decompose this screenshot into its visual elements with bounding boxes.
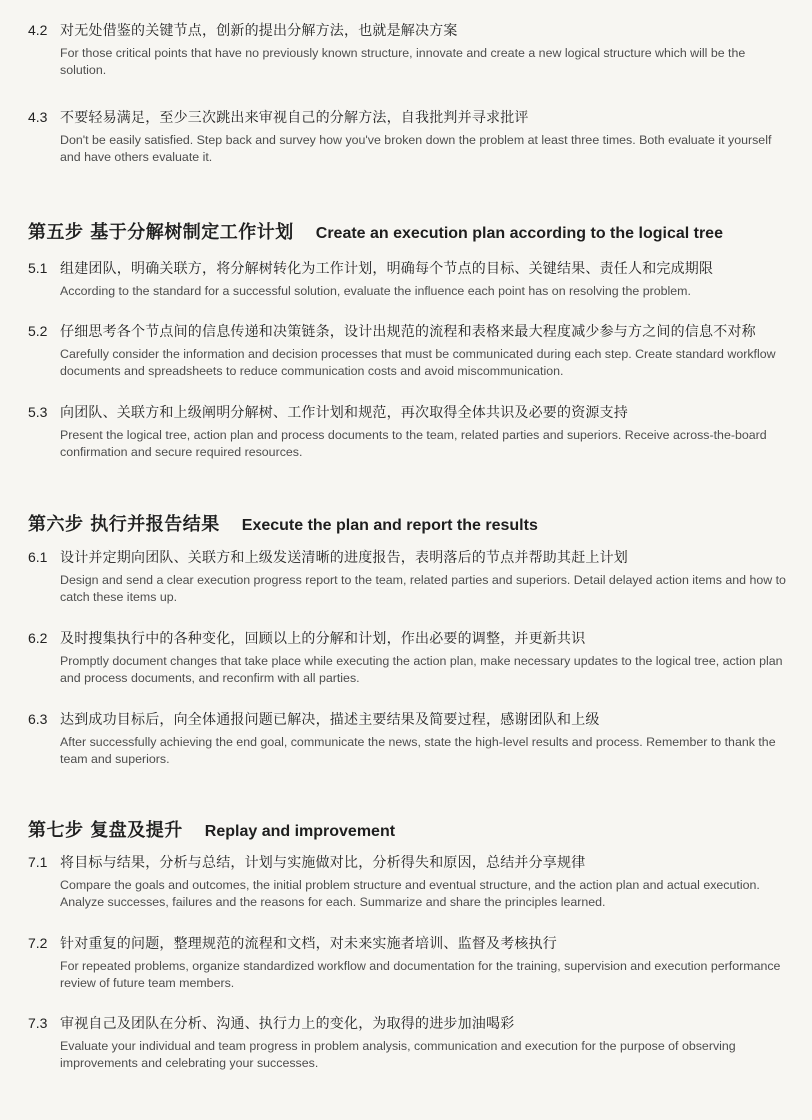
item-chinese-text: 达到成功目标后，向全体通报问题已解决，描述主要结果及简要过程，感谢团队和上级 (60, 711, 600, 727)
item-number: 7.3 (28, 1015, 48, 1031)
item-english-text: Promptly document changes that take place while executing the action plan, make necessary updates to the logical tree, action plan and process documents, and reconfirm with all parties. (60, 654, 783, 685)
item-number: 7.1 (28, 854, 48, 870)
step-6-heading (28, 510, 538, 536)
list-item-7-3 (28, 1013, 788, 1071)
list-item-6-1 (28, 547, 788, 605)
list-item-7-1 (28, 852, 788, 910)
item-english-text: Present the logical tree, action plan and process documents to the team, related parties and superiors. Receive across-the-board confirmation and secure required resources. (60, 428, 767, 459)
list-item-4-3 (28, 107, 788, 165)
item-number: 6.2 (28, 630, 48, 646)
step-heading-chinese: 第七步 复盘及提升 (28, 820, 183, 841)
item-english-text: For those critical points that have no previously known structure, innovate and create a new logical structure which will be the solution. (60, 46, 746, 77)
item-chinese-text: 向团队、关联方和上级阐明分解树、工作计划和规范，再次取得全体共识及必要的资源支持 (60, 404, 628, 420)
item-number: 5.3 (28, 404, 48, 420)
item-english-text: Evaluate your individual and team progress in problem analysis, communication and execution for the purpose of observing improvements and celebrating your successes. (60, 1039, 736, 1070)
item-english-text: Compare the goals and outcomes, the initial problem structure and eventual structure, and the action plan and actual execution. Analyze successes, failures and the reasons for each. Summarize and share the principles learned. (60, 878, 760, 909)
item-number: 5.1 (28, 260, 48, 276)
item-english-text: After successfully achieving the end goal, communicate the news, state the high-level results and process. Remember to thank the team and superiors. (60, 735, 776, 766)
item-english-text: According to the standard for a successful solution, evaluate the influence each point has on resolving the problem. (60, 284, 691, 298)
item-number: 7.2 (28, 935, 48, 951)
list-item-5-2 (28, 321, 788, 379)
item-number: 6.3 (28, 711, 48, 727)
list-item-5-3 (28, 402, 788, 460)
item-english-text: Don't be easily satisfied. Step back and survey how you've broken down the problem at least three times. Both evaluate it yourself and have others evaluate it. (60, 133, 772, 164)
item-chinese-text: 不要轻易满足，至少三次跳出来审视自己的分解方法，自我批判并寻求批评 (60, 109, 529, 125)
step-heading-english: Execute the plan and report the results (241, 517, 538, 534)
item-chinese-text: 针对重复的问题，整理规范的流程和文档，对未来实施者培训、监督及考核执行 (60, 935, 557, 951)
step-5-heading (28, 218, 723, 244)
step-heading-chinese: 第五步 基于分解树制定工作计划 (28, 222, 294, 243)
item-chinese-text: 对无处借鉴的关键节点，创新的提出分解方法，也就是解决方案 (60, 22, 458, 38)
item-chinese-text: 及时搜集执行中的各种变化，回顾以上的分解和计划，作出必要的调整，并更新共识 (60, 630, 586, 646)
item-english-text: Design and send a clear execution progress report to the team, related parties and superiors. Detail delayed action items and how to catch these items up. (60, 573, 786, 604)
item-chinese-text: 设计并定期向团队、关联方和上级发送清晰的进度报告，表明落后的节点并帮助其赶上计划 (60, 549, 628, 565)
list-item-6-3 (28, 709, 788, 767)
step-heading-english: Create an execution plan according to the logical tree (315, 225, 723, 242)
item-chinese-text: 组建团队，明确关联方，将分解树转化为工作计划，明确每个节点的目标、关键结果、责任人和完成期限 (60, 260, 714, 276)
item-chinese-text: 将目标与结果，分析与总结，计划与实施做对比，分析得失和原因，总结并分享规律 (60, 854, 586, 870)
step-heading-chinese: 第六步 执行并报告结果 (28, 514, 220, 535)
item-number: 4.3 (28, 109, 48, 125)
item-number: 5.2 (28, 323, 48, 339)
list-item-7-2 (28, 933, 788, 991)
list-item-4-2 (28, 20, 788, 78)
item-number: 4.2 (28, 22, 48, 38)
item-chinese-text: 仔细思考各个节点间的信息传递和决策链条，设计出规范的流程和表格来最大程度减少参与方之间的信息不对称 (60, 323, 756, 339)
step-heading-english: Replay and improvement (204, 823, 396, 840)
list-item-6-2 (28, 628, 788, 686)
item-number: 6.1 (28, 549, 48, 565)
item-english-text: For repeated problems, organize standardized workflow and documentation for the training, supervision and execution performance review of future team members. (60, 959, 781, 990)
item-chinese-text: 审视自己及团队在分析、沟通、执行力上的变化，为取得的进步加油喝彩 (60, 1015, 515, 1031)
item-english-text: Carefully consider the information and decision processes that must be communicated during each step. Create standard workflow documents and spreadsheets to reduce communication costs and avoid miscommunication. (60, 347, 776, 378)
list-item-5-1 (28, 258, 788, 300)
step-7-heading (28, 816, 395, 842)
